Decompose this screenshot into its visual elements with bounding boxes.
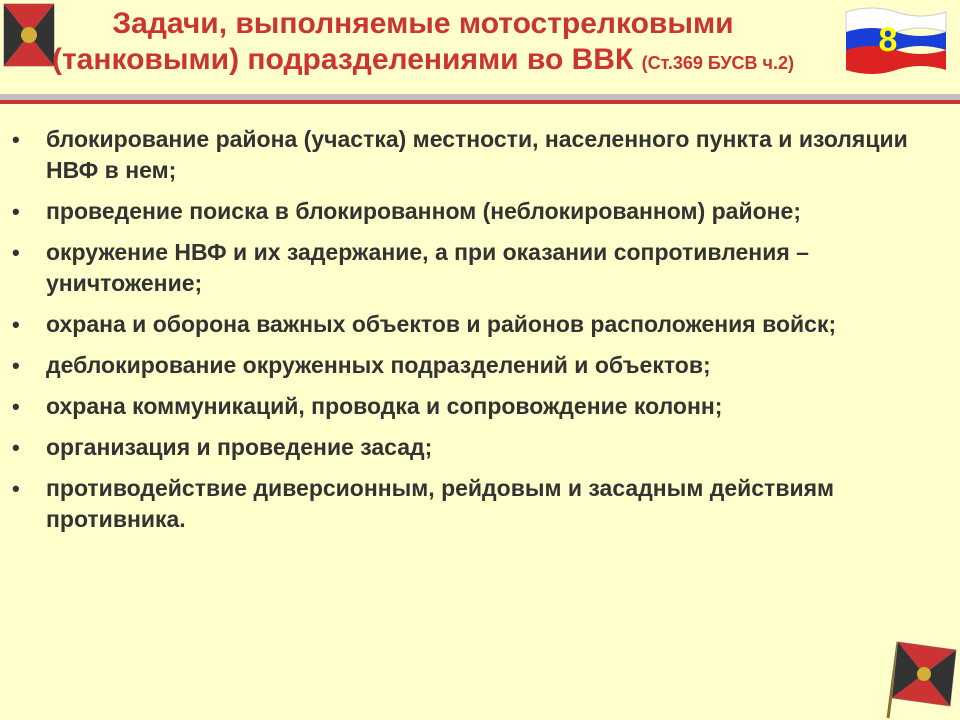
bullet: • [12, 199, 20, 224]
list-item [12, 432, 932, 463]
list-item-text: охрана и оборона важных объектов и районов расположения войск; [46, 311, 837, 337]
list-item [12, 124, 932, 186]
list-item [12, 391, 932, 422]
title-line-2-text: (танковыми) подразделениями во ВВК [51, 43, 634, 76]
bullet: • [12, 312, 20, 337]
title-line-1: Задачи, выполняемые мотострелковыми [112, 7, 734, 40]
list-item [12, 196, 932, 227]
task-list [12, 124, 932, 545]
list-item [12, 309, 932, 340]
slide-title [8, 6, 838, 81]
list-item [12, 473, 932, 535]
military-flag-icon [886, 636, 958, 720]
list-item-text: окружение НВФ и их задержание, а при оказании сопротивления – уничтожение; [46, 239, 809, 296]
list-item-text: организация и проведение засад; [46, 434, 433, 460]
list-item [12, 350, 932, 381]
list-item-text: блокирование района (участка) местности, населенного пункта и изоляции НВФ в нем; [46, 126, 908, 183]
bullet: • [12, 476, 20, 501]
list-item-text: проведение поиска в блокированном (неблокированном) районе; [46, 198, 801, 224]
title-line-2 [8, 42, 838, 81]
list-item [12, 237, 932, 299]
title-reference: (Ст.369 БУСВ ч.2) [641, 53, 795, 73]
bullet: • [12, 435, 20, 460]
bullet: • [12, 353, 20, 378]
header-divider-accent [0, 100, 960, 104]
list-item-text: охрана коммуникаций, проводка и сопровождение колонн; [46, 393, 723, 419]
list-item-text: деблокирование окруженных подразделений и объектов; [46, 352, 711, 378]
list-item-text: противодействие диверсионным, рейдовым и засадным действиям противника. [46, 475, 835, 532]
bullet: • [12, 394, 20, 419]
bullet: • [12, 240, 20, 265]
slide-number: 8 [878, 21, 898, 59]
bullet: • [12, 127, 20, 152]
